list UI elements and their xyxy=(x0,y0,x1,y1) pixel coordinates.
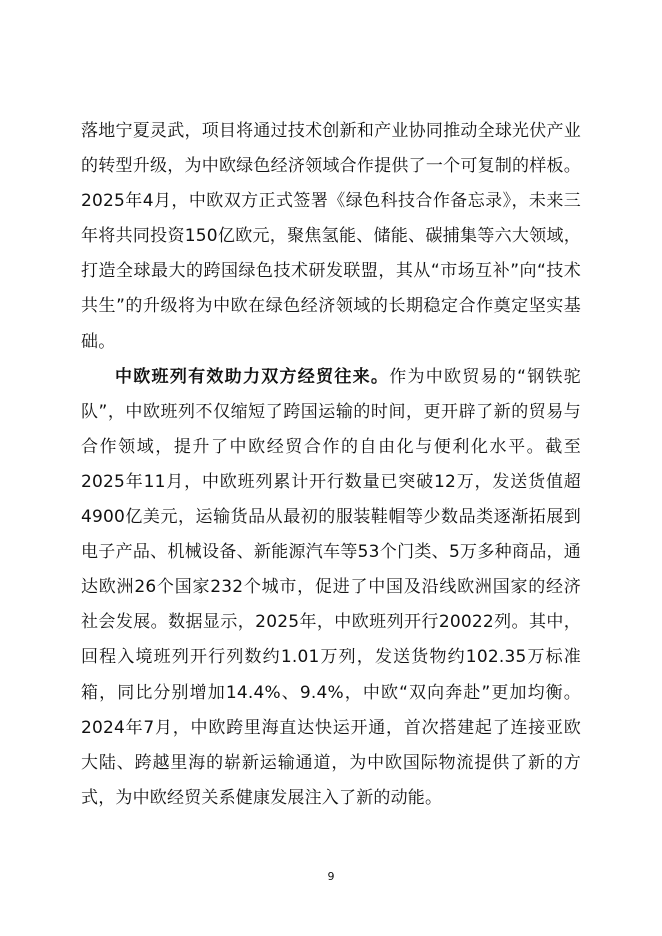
paragraph-continuation: 落地宁夏灵武，项目将通过技术创新和产业协同推动全球光伏产业的转型升级，为中欧绿色经济领域合作提供了一个可复制的样板。2025年4月，中欧双方正式签署《绿色科技合作备忘录》，未来三年将共同投资150亿欧元，聚焦氢能、储能、碳捕集等六大领域，打造全球最大的跨国绿色技术研发联盟，其从“市场互补”向“技术共生”的升级将为中欧在绿色经济领域的长期稳定合作奠定坚实基础。 xyxy=(81,121,581,352)
page-number: 9 xyxy=(327,870,335,883)
paragraph-china-europe-railway xyxy=(81,360,581,816)
document-body xyxy=(81,114,581,816)
paragraph-lead-heading: 中欧班列有效助力双方经贸往来。 xyxy=(115,366,390,387)
paragraph-body-text: 作为中欧贸易的“钢铁驼队”，中欧班列不仅缩短了跨国运输的时间，更开辟了新的贸易与合作领域，提升了中欧经贸合作的自由化与便利化水平。截至2025年11月，中欧班列累计开行数量已突破12万，发送货值超4900亿美元，运输货品从最初的服装鞋帽等少数品类逐渐拓展到电子产品、机械设备、新能源汽车等53个门类、5万多种商品，通达欧洲26个国家232个城市，促进了中国及沿线欧洲国家的经济社会发展。数据显示，2025年，中欧班列开行20022列。其中，回程入境班列开行列数约1.01万列，发送货物约102.35万标准箱，同比分别增加14.4%、9.4%，中欧“双向奔赴”更加均衡。2024年7月，中欧跨里海直达快运开通，首次搭建起了连接亚欧大陆、跨越里海的崭新运输通道，为中欧国际物流提供了新的方式，为中欧经贸关系健康发展注入了新的动能。 xyxy=(81,366,582,808)
